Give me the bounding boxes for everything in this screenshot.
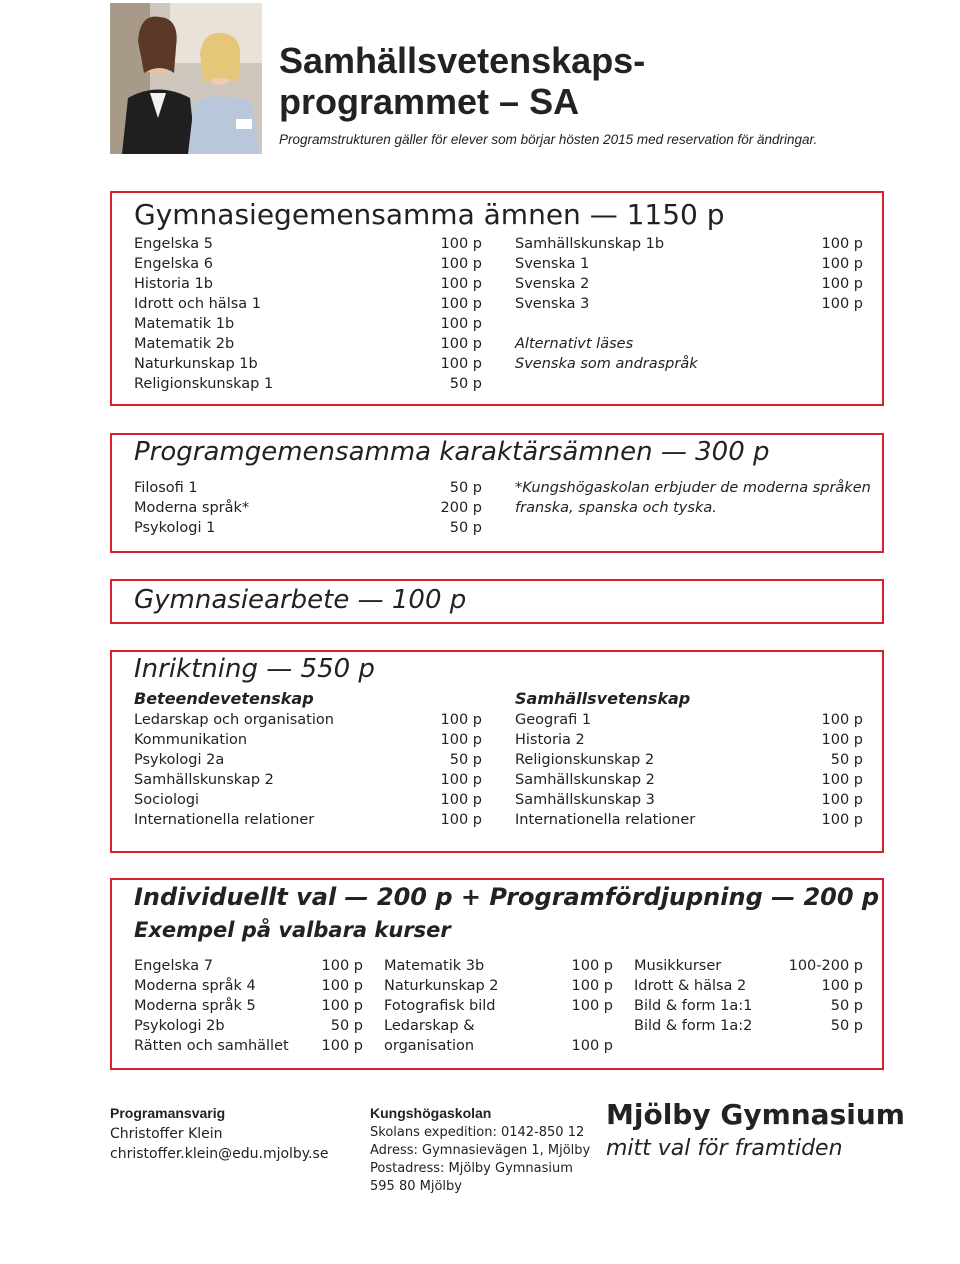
course-row	[134, 354, 482, 374]
course-points: 50 p	[830, 998, 863, 1014]
course-row	[515, 234, 863, 254]
course-row	[384, 976, 613, 996]
page-subtitle: Programstrukturen gäller för elever som börjar hösten 2015 med reservation för ändringar.	[279, 132, 818, 147]
arbete-section	[110, 579, 884, 624]
course-points: 100-200 p	[788, 958, 863, 974]
course-row	[134, 750, 482, 770]
course-row	[134, 996, 363, 1016]
course-row	[384, 956, 613, 976]
alt-note-1: Alternativt läses	[515, 336, 634, 352]
course-name: Geografi 1	[515, 712, 592, 728]
brand-tagline: mitt val för framtiden	[606, 1136, 843, 1161]
course-row	[634, 1016, 863, 1036]
program-section	[110, 433, 884, 553]
course-points: 100 p	[440, 356, 482, 372]
course-points: 100 p	[321, 1038, 363, 1054]
course-row	[515, 810, 863, 830]
course-row	[134, 790, 482, 810]
course-name: Ledarskap &	[384, 1018, 475, 1034]
course-name: Fotografisk bild	[384, 998, 496, 1014]
course-row	[134, 518, 482, 538]
course-points: 100 p	[821, 812, 863, 828]
course-name: Ledarskap och organisation	[134, 712, 334, 728]
school-line-1: Skolans expedition: 0142-850 12	[370, 1125, 585, 1140]
course-name: Moderna språk*	[134, 500, 250, 516]
school-block	[370, 1104, 590, 1196]
course-points: 100 p	[440, 236, 482, 252]
course-points: 100 p	[440, 296, 482, 312]
course-points: 50 p	[449, 752, 482, 768]
individuellt-section	[110, 878, 884, 1070]
course-points: 50 p	[449, 520, 482, 536]
course-name: Filosofi 1	[134, 480, 198, 496]
course-name: Rätten och samhället	[134, 1038, 289, 1054]
course-name: Historia 2	[515, 732, 585, 748]
school-line-2: Adress: Gymnasievägen 1, Mjölby	[370, 1143, 591, 1158]
school-title: Kungshögaskolan	[370, 1105, 492, 1121]
course-name: Samhällskunskap 1b	[515, 236, 665, 252]
course-name: Idrott & hälsa 2	[634, 978, 747, 994]
course-name: Matematik 1b	[134, 316, 235, 332]
course-name: Historia 1b	[134, 276, 213, 292]
course-row	[515, 254, 863, 274]
program-heading: Programgemensamma karaktärsämnen — 300 p	[134, 437, 770, 467]
course-points: 100 p	[821, 772, 863, 788]
course-points: 100 p	[821, 732, 863, 748]
course-row	[134, 314, 482, 334]
course-name: Svenska 2	[515, 276, 590, 292]
course-name: Psykologi 2a	[134, 752, 225, 768]
title-line-1: Samhällsvetenskaps-	[279, 40, 646, 81]
course-name: Samhällskunskap 2	[134, 772, 274, 788]
contact-name: Christoffer Klein	[110, 1126, 223, 1142]
course-row	[134, 294, 482, 314]
course-points: 100 p	[440, 336, 482, 352]
course-name: Engelska 5	[134, 236, 213, 252]
course-points: 50 p	[449, 480, 482, 496]
course-points: 100 p	[440, 276, 482, 292]
course-name: Engelska 6	[134, 256, 213, 272]
course-row	[134, 374, 482, 394]
course-row	[134, 274, 482, 294]
course-points: 100 p	[821, 256, 863, 272]
course-points: 100 p	[321, 998, 363, 1014]
course-name: Religionskunskap 2	[515, 752, 655, 768]
course-name: Matematik 2b	[134, 336, 235, 352]
course-points: 50 p	[830, 1018, 863, 1034]
course-points: 200 p	[440, 500, 482, 516]
course-row	[515, 274, 863, 294]
course-name: Psykologi 1	[134, 520, 216, 536]
course-row	[515, 790, 863, 810]
course-name: Engelska 7	[134, 958, 213, 974]
course-name: organisation	[384, 1038, 475, 1054]
gemensamma-heading: Gymnasiegemensamma ämnen — 1150 p	[134, 198, 725, 231]
course-row	[515, 750, 863, 770]
inriktning-heading: Inriktning — 550 p	[134, 654, 375, 684]
program-note-2: franska, spanska och tyska.	[515, 500, 717, 516]
school-line-3: Postadress: Mjölby Gymnasium	[370, 1161, 573, 1176]
course-name: Internationella relationer	[134, 812, 315, 828]
course-points: 100 p	[440, 772, 482, 788]
course-points: 100 p	[571, 998, 613, 1014]
course-points: 100 p	[440, 256, 482, 272]
course-name: Psykologi 2b	[134, 1018, 225, 1034]
course-row	[384, 1036, 613, 1056]
inriktning-section	[110, 650, 884, 853]
course-name: Naturkunskap 2	[384, 978, 499, 994]
course-row	[384, 1016, 613, 1036]
course-points: 100 p	[821, 236, 863, 252]
course-points: 100 p	[440, 316, 482, 332]
course-row	[634, 996, 863, 1016]
course-name: Bild & form 1a:1	[634, 998, 753, 1014]
course-name: Bild & form 1a:2	[634, 1018, 753, 1034]
course-points: 50 p	[449, 376, 482, 392]
school-line-4: 595 80 Mjölby	[370, 1179, 462, 1194]
course-name: Matematik 3b	[384, 958, 485, 974]
course-row	[634, 956, 863, 976]
contact-block	[110, 1104, 328, 1164]
course-points: 100 p	[440, 812, 482, 828]
course-name: Internationella relationer	[515, 812, 696, 828]
course-row	[134, 498, 482, 518]
gemensamma-section	[110, 191, 884, 406]
course-row	[634, 976, 863, 996]
course-row	[134, 810, 482, 830]
course-row	[134, 478, 482, 498]
program-note-1: *Kungshögaskolan erbjuder de moderna språken	[515, 480, 871, 496]
course-points: 100 p	[821, 296, 863, 312]
course-row	[134, 976, 363, 996]
contact-title: Programansvarig	[110, 1105, 226, 1121]
course-row	[515, 730, 863, 750]
course-points: 100 p	[571, 958, 613, 974]
course-row	[515, 710, 863, 730]
course-name: Kommunikation	[134, 732, 248, 748]
course-name: Religionskunskap 1	[134, 376, 274, 392]
course-name: Moderna språk 5	[134, 998, 256, 1014]
page-title	[279, 40, 645, 122]
course-name: Samhällskunskap 3	[515, 792, 655, 808]
course-row	[134, 1016, 363, 1036]
header-photo	[110, 3, 262, 154]
course-points: 100 p	[440, 732, 482, 748]
course-name: Moderna språk 4	[134, 978, 256, 994]
course-row	[134, 254, 482, 274]
course-row	[134, 770, 482, 790]
course-row	[384, 996, 613, 1016]
course-row	[134, 956, 363, 976]
course-points: 100 p	[571, 978, 613, 994]
course-points: 100 p	[440, 712, 482, 728]
course-points: 100 p	[821, 276, 863, 292]
course-row	[134, 334, 482, 354]
course-points: 100 p	[571, 1038, 613, 1054]
course-points: 50 p	[830, 752, 863, 768]
course-points: 100 p	[440, 792, 482, 808]
course-name: Samhällskunskap 2	[515, 772, 655, 788]
alt-note-2: Svenska som andraspråk	[515, 356, 698, 372]
course-row	[134, 1036, 363, 1056]
course-name: Naturkunskap 1b	[134, 356, 258, 372]
course-points: 100 p	[821, 792, 863, 808]
course-row	[515, 294, 863, 314]
course-row	[515, 770, 863, 790]
course-name: Musikkurser	[634, 958, 722, 974]
individuellt-heading: Individuellt val — 200 p + Programfördjupning — 200 p	[134, 883, 880, 911]
course-points: 100 p	[321, 978, 363, 994]
inriktning-left-title: Beteendevetenskap	[134, 689, 314, 708]
course-row	[134, 730, 482, 750]
course-name: Svenska 3	[515, 296, 590, 312]
course-row	[134, 234, 482, 254]
course-points: 100 p	[321, 958, 363, 974]
course-points: 50 p	[330, 1018, 363, 1034]
contact-email[interactable]: christoffer.klein@edu.mjolby.se	[110, 1146, 329, 1162]
arbete-heading: Gymnasiearbete — 100 p	[134, 585, 467, 615]
course-name: Svenska 1	[515, 256, 590, 272]
title-line-2: programmet – SA	[279, 81, 580, 122]
individuellt-subheading: Exempel på valbara kurser	[134, 918, 451, 942]
brand-logo-text: Mjölby Gymnasium	[606, 1098, 905, 1131]
course-points: 100 p	[821, 712, 863, 728]
course-name: Sociologi	[134, 792, 200, 808]
inriktning-right-title: Samhällsvetenskap	[515, 689, 691, 708]
course-row	[134, 710, 482, 730]
course-name: Idrott och hälsa 1	[134, 296, 261, 312]
course-points: 100 p	[821, 978, 863, 994]
